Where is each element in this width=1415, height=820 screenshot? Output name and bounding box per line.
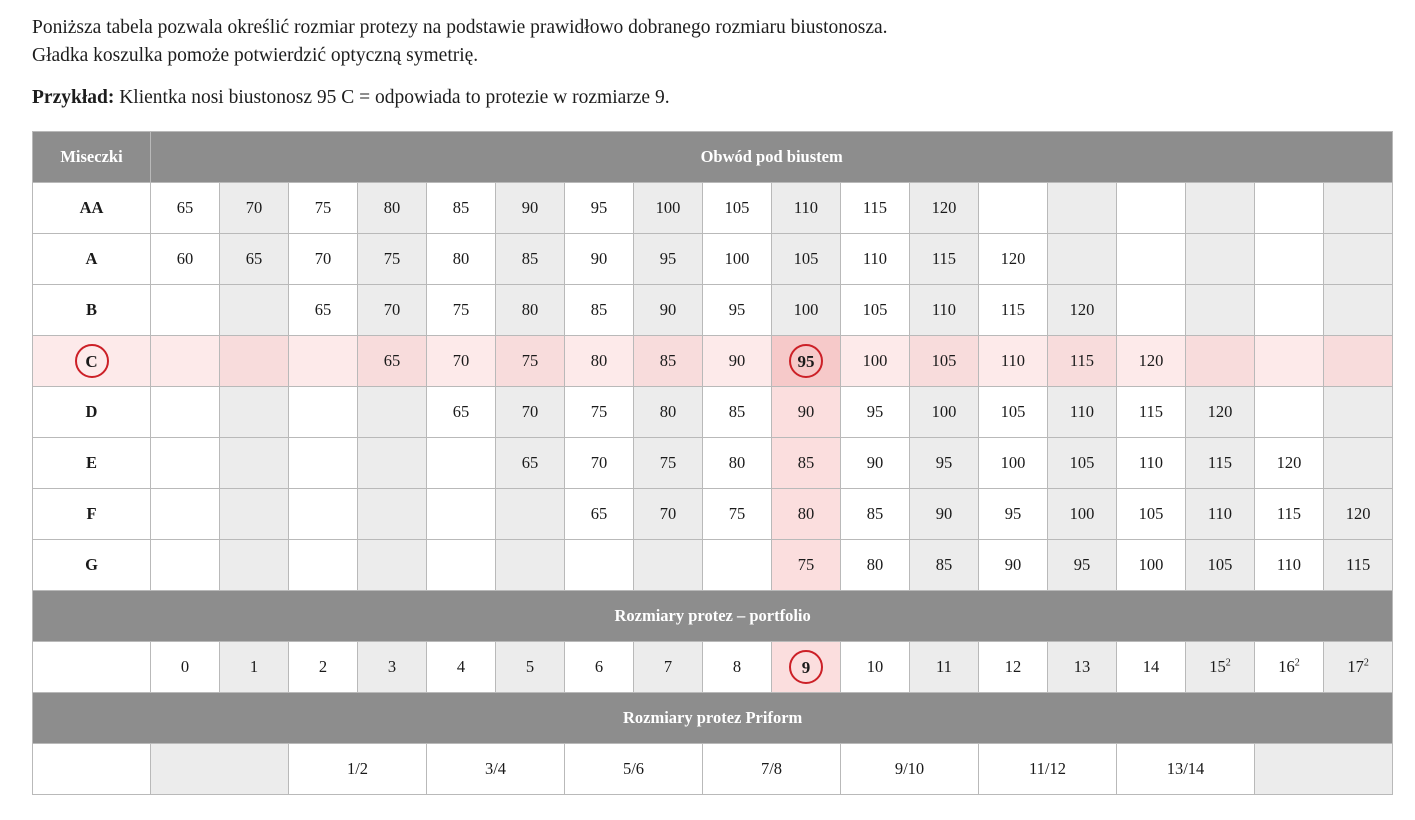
priform-size-row <box>33 744 1393 795</box>
band-cell: 75 <box>565 387 634 438</box>
example-paragraph <box>32 87 1385 109</box>
band-cell: 95 <box>1048 540 1117 591</box>
band-cell: 90 <box>772 387 841 438</box>
band-cell: 95 <box>910 438 979 489</box>
portfolio-size-cell: 4 <box>427 642 496 693</box>
priform-size-cell <box>1255 744 1393 795</box>
band-cell <box>1186 234 1255 285</box>
band-cell: 100 <box>1117 540 1186 591</box>
portfolio-size-cell: 0 <box>151 642 220 693</box>
priform-size-cell: 11/12 <box>979 744 1117 795</box>
portfolio-size-cell: 13 <box>1048 642 1117 693</box>
band-cell <box>220 336 289 387</box>
band-cell: 65 <box>220 234 289 285</box>
band-cell <box>220 387 289 438</box>
band-cell <box>1117 234 1186 285</box>
band-cell: 110 <box>1255 540 1324 591</box>
band-cell: 100 <box>772 285 841 336</box>
band-cell: 65 <box>427 387 496 438</box>
intro-paragraph <box>32 14 1385 69</box>
band-cell: 110 <box>1117 438 1186 489</box>
band-cell: 115 <box>1255 489 1324 540</box>
band-cell: 85 <box>772 438 841 489</box>
band-cell: 100 <box>703 234 772 285</box>
band-cell: 95 <box>841 387 910 438</box>
band-cell: 95 <box>565 183 634 234</box>
band-cell: 115 <box>1324 540 1393 591</box>
cup-row-d <box>33 387 1393 438</box>
band-cell <box>1255 234 1324 285</box>
table-row <box>33 693 1393 744</box>
band-cell <box>1255 387 1324 438</box>
band-cell <box>151 489 220 540</box>
portfolio-size-cell: 10 <box>841 642 910 693</box>
band-cell: 70 <box>427 336 496 387</box>
band-cell: 85 <box>565 285 634 336</box>
band-cell <box>427 489 496 540</box>
portfolio-size-row <box>33 642 1393 693</box>
band-cell <box>220 540 289 591</box>
band-cell: 120 <box>1324 489 1393 540</box>
band-cell <box>427 438 496 489</box>
cup-label: E <box>33 438 151 489</box>
band-cell: 80 <box>703 438 772 489</box>
band-cell <box>151 285 220 336</box>
band-cell <box>1324 387 1393 438</box>
band-cell: 75 <box>427 285 496 336</box>
band-cell: 95 <box>703 285 772 336</box>
band-cell: 115 <box>1048 336 1117 387</box>
band-cell <box>496 489 565 540</box>
band-cell <box>151 387 220 438</box>
band-cell: 65 <box>151 183 220 234</box>
portfolio-size-cell: 8 <box>703 642 772 693</box>
band-cell <box>289 438 358 489</box>
band-cell <box>358 540 427 591</box>
priform-size-cell: 7/8 <box>703 744 841 795</box>
band-cell: 100 <box>910 387 979 438</box>
portfolio-size-cell: 5 <box>496 642 565 693</box>
portfolio-size-superscript: 2 <box>1225 657 1231 669</box>
band-cell <box>1324 234 1393 285</box>
band-cell <box>220 438 289 489</box>
band-cell <box>979 183 1048 234</box>
band-cell: 105 <box>703 183 772 234</box>
cup-label: AA <box>33 183 151 234</box>
priform-row-label <box>33 744 151 795</box>
bra-to-prosthesis-size-table <box>32 131 1393 795</box>
portfolio-size-cell <box>772 642 841 693</box>
band-cell: 90 <box>703 336 772 387</box>
band-cell: 85 <box>910 540 979 591</box>
portfolio-size-cell: 7 <box>634 642 703 693</box>
priform-size-cell: 1/2 <box>289 744 427 795</box>
intro-line-1: Poniższa tabela pozwala określić rozmiar protezy na podstawie prawidłowo dobranego rozmiaru biustonosza. <box>32 17 888 38</box>
cup-row-a <box>33 234 1393 285</box>
example-label: Przykład: <box>32 87 115 109</box>
portfolio-row-label <box>33 642 151 693</box>
band-cell: 90 <box>910 489 979 540</box>
portfolio-size-cell: 2 <box>289 642 358 693</box>
cup-label <box>33 336 151 387</box>
portfolio-size-cell: 6 <box>565 642 634 693</box>
band-cell: 75 <box>289 183 358 234</box>
cup-row-g <box>33 540 1393 591</box>
band-cell <box>151 336 220 387</box>
band-cell <box>1186 183 1255 234</box>
band-cell: 80 <box>634 387 703 438</box>
band-cell <box>358 387 427 438</box>
band-cell: 115 <box>1186 438 1255 489</box>
band-cell <box>151 540 220 591</box>
band-cell: 90 <box>565 234 634 285</box>
cup-row-c <box>33 336 1393 387</box>
band-cell <box>289 540 358 591</box>
highlight-circle-cup: C <box>75 344 109 378</box>
band-cell: 80 <box>772 489 841 540</box>
band-cell: 75 <box>358 234 427 285</box>
band-cell: 80 <box>841 540 910 591</box>
band-cell <box>1255 183 1324 234</box>
band-cell: 90 <box>496 183 565 234</box>
table-row <box>33 591 1393 642</box>
portfolio-size-cell: 3 <box>358 642 427 693</box>
band-cell: 115 <box>1117 387 1186 438</box>
band-cell <box>1324 438 1393 489</box>
band-cell: 70 <box>565 438 634 489</box>
band-cell <box>634 540 703 591</box>
priform-size-cell: 3/4 <box>427 744 565 795</box>
band-cell: 115 <box>841 183 910 234</box>
band-cell <box>1117 285 1186 336</box>
band-cell: 105 <box>910 336 979 387</box>
cup-label: F <box>33 489 151 540</box>
priform-size-cell: 13/14 <box>1117 744 1255 795</box>
band-cell: 65 <box>496 438 565 489</box>
band-cell: 120 <box>979 234 1048 285</box>
band-cell: 85 <box>496 234 565 285</box>
band-cell: 60 <box>151 234 220 285</box>
band-cell <box>289 387 358 438</box>
band-cell <box>1324 336 1393 387</box>
intro-line-2: Gładka koszulka pomoże potwierdzić optyczną symetrię. <box>32 44 479 66</box>
highlight-circle-size: 9 <box>789 650 823 684</box>
section-portfolio-title: Rozmiary protez – portfolio <box>33 591 1393 642</box>
cup-label: B <box>33 285 151 336</box>
band-cell: 110 <box>772 183 841 234</box>
band-cell: 80 <box>358 183 427 234</box>
band-cell: 70 <box>289 234 358 285</box>
band-cell: 85 <box>841 489 910 540</box>
band-cell <box>565 540 634 591</box>
cup-label: A <box>33 234 151 285</box>
portfolio-size-cell: $17^2$ <box>1324 642 1393 693</box>
band-cell: 110 <box>910 285 979 336</box>
band-cell: 105 <box>1186 540 1255 591</box>
band-cell: 90 <box>841 438 910 489</box>
band-cell: 100 <box>1048 489 1117 540</box>
band-cell: 120 <box>1186 387 1255 438</box>
band-cell: 100 <box>634 183 703 234</box>
band-cell <box>1255 336 1324 387</box>
portfolio-size-cell: $15^2$ <box>1186 642 1255 693</box>
portfolio-size-cell: 11 <box>910 642 979 693</box>
band-cell: 105 <box>1048 438 1117 489</box>
band-cell: 80 <box>427 234 496 285</box>
band-cell: 110 <box>979 336 1048 387</box>
cup-row-f <box>33 489 1393 540</box>
band-cell <box>358 438 427 489</box>
cup-row-e <box>33 438 1393 489</box>
priform-size-cell: 5/6 <box>565 744 703 795</box>
band-cell: 65 <box>358 336 427 387</box>
band-cell <box>358 489 427 540</box>
band-cell: 75 <box>703 489 772 540</box>
band-cell: 85 <box>634 336 703 387</box>
band-cell <box>1048 234 1117 285</box>
band-cell <box>427 540 496 591</box>
band-cell: 110 <box>1186 489 1255 540</box>
band-cell: 95 <box>979 489 1048 540</box>
band-cell <box>1186 336 1255 387</box>
band-cell <box>1255 285 1324 336</box>
band-cell: 90 <box>979 540 1048 591</box>
table-row <box>33 132 1393 183</box>
band-cell: 70 <box>358 285 427 336</box>
band-cell: 115 <box>979 285 1048 336</box>
band-cell: 75 <box>634 438 703 489</box>
band-cell <box>1048 183 1117 234</box>
band-cell <box>1117 183 1186 234</box>
band-cell: 95 <box>634 234 703 285</box>
band-cell: 85 <box>427 183 496 234</box>
priform-size-cell <box>151 744 289 795</box>
band-cell: 70 <box>220 183 289 234</box>
band-cell: 105 <box>772 234 841 285</box>
band-cell: 105 <box>841 285 910 336</box>
band-cell: 65 <box>289 285 358 336</box>
band-cell: 100 <box>979 438 1048 489</box>
band-cell <box>1324 183 1393 234</box>
band-cell <box>703 540 772 591</box>
band-cell: 120 <box>910 183 979 234</box>
cup-row-b <box>33 285 1393 336</box>
band-cell: 110 <box>841 234 910 285</box>
band-cell: 80 <box>565 336 634 387</box>
band-cell: 120 <box>1255 438 1324 489</box>
cup-label: G <box>33 540 151 591</box>
portfolio-size-cell: 12 <box>979 642 1048 693</box>
band-cell: 115 <box>910 234 979 285</box>
cup-label: D <box>33 387 151 438</box>
band-cell <box>289 489 358 540</box>
portfolio-size-cell: 1 <box>220 642 289 693</box>
band-cell <box>1324 285 1393 336</box>
band-cell <box>220 489 289 540</box>
band-cell <box>289 336 358 387</box>
header-cup: Miseczki <box>33 132 151 183</box>
header-band: Obwód pod biustem <box>151 132 1393 183</box>
band-cell: 85 <box>703 387 772 438</box>
band-cell: 105 <box>1117 489 1186 540</box>
band-cell: 120 <box>1048 285 1117 336</box>
band-cell: 80 <box>496 285 565 336</box>
band-cell <box>220 285 289 336</box>
portfolio-size-superscript: 2 <box>1363 657 1369 669</box>
section-priform-title: Rozmiary protez Priform <box>33 693 1393 744</box>
highlight-circle-band: 95 <box>789 344 823 378</box>
portfolio-size-cell: $16^2$ <box>1255 642 1324 693</box>
band-cell <box>772 336 841 387</box>
band-cell: 70 <box>496 387 565 438</box>
band-cell <box>496 540 565 591</box>
example-text: Klientka nosi biustonosz 95 C = odpowiada to protezie w rozmiarze 9. <box>119 87 670 109</box>
band-cell: 110 <box>1048 387 1117 438</box>
band-cell <box>1186 285 1255 336</box>
priform-size-cell: 9/10 <box>841 744 979 795</box>
cup-row-aa <box>33 183 1393 234</box>
portfolio-size-cell: 14 <box>1117 642 1186 693</box>
band-cell <box>151 438 220 489</box>
band-cell: 90 <box>634 285 703 336</box>
band-cell: 120 <box>1117 336 1186 387</box>
band-cell: 75 <box>496 336 565 387</box>
band-cell: 105 <box>979 387 1048 438</box>
band-cell: 100 <box>841 336 910 387</box>
band-cell: 65 <box>565 489 634 540</box>
band-cell: 75 <box>772 540 841 591</box>
band-cell: 70 <box>634 489 703 540</box>
portfolio-size-superscript: 2 <box>1294 657 1300 669</box>
